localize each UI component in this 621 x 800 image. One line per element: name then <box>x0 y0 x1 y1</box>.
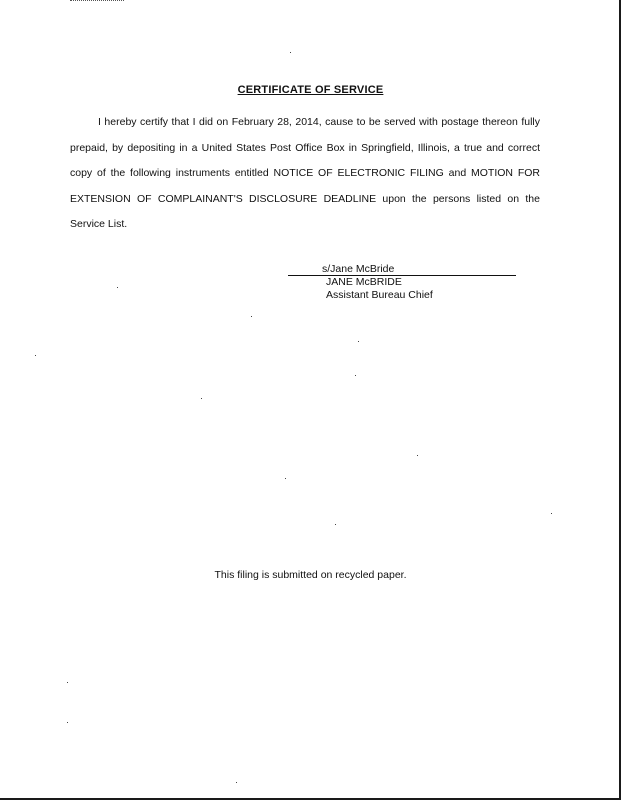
signature-block <box>288 263 516 302</box>
scan-speck <box>236 782 237 783</box>
scan-speck <box>117 287 118 288</box>
signature-line: s/Jane McBride <box>288 263 516 276</box>
scan-speck <box>285 478 286 479</box>
recycled-paper-note: This filing is submitted on recycled paper. <box>214 569 407 581</box>
certificate-body: I hereby certify that I did on February 28, 2014, cause to be served with postage thereon fully prepaid, by depositing in a United States Post Office Box in Springfield, Illinois, a true and correct copy of the following instruments entitled NOTICE OF ELECTRONIC FILING and MOTION FOR EXTENSION OF COMPLAINANT'S DISCLOSURE DEADLINE upon the persons listed on the Service List. <box>70 116 540 231</box>
scan-speck <box>355 375 356 376</box>
signer-name: JANE McBRIDE <box>326 276 402 288</box>
scan-speck <box>290 52 291 53</box>
scan-speck <box>67 722 68 723</box>
scan-speck <box>251 316 252 317</box>
scan-speck <box>358 341 359 342</box>
scan-speck <box>417 455 418 456</box>
scan-speck <box>335 524 336 525</box>
signer-title: Assistant Bureau Chief <box>326 289 433 301</box>
certificate-heading: CERTIFICATE OF SERVICE <box>237 84 384 96</box>
scan-speck <box>201 398 202 399</box>
scan-speck <box>67 682 68 683</box>
scan-artifact <box>70 0 124 3</box>
scan-speck <box>35 355 36 356</box>
scan-speck <box>551 513 552 514</box>
